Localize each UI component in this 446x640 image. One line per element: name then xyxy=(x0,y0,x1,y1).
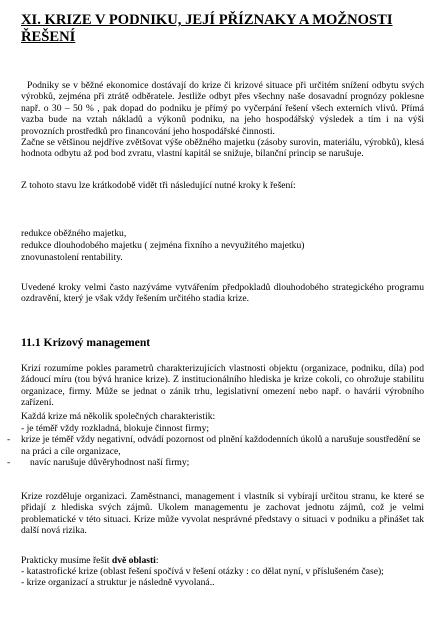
steps-list xyxy=(21,228,424,263)
list-item: - je téměř vždy rozkladná, blokuje činnost firmy; xyxy=(21,423,210,434)
list-item: redukce oběžného majetku, xyxy=(21,228,127,239)
areas-intro: Prakticky musíme řešit dvě oblasti: xyxy=(21,555,159,566)
characteristics-list xyxy=(0,423,424,469)
list-item: - katastrofické krize (oblast řešení spočívá v řešení otázky : co dělat nyní, v příslušeném čase); xyxy=(21,566,384,577)
chapter-title: XI. KRIZE V PODNIKU, JEJÍ PŘÍZNAKY A MOŽNOSTI ŘEŠENÍ xyxy=(21,12,393,45)
dash-bullet: - xyxy=(7,434,11,446)
division-paragraph: Krize rozděluje organizaci. Zaměstnanci, management i vlastník si vybírají určitou stranu, ke které se přidají z hlediska svých zájmů. Ukolem managementu je zachovat jednotu zájmů, což je velmi problematické v této situaci. Krize může vyvolat nesprávné představy o situaci v podniku a přinášet tak další nová rizika. xyxy=(21,491,424,537)
list-item: - navíc narušuje důvěryhodnost naší firmy; xyxy=(7,457,190,469)
dash-bullet: - xyxy=(7,457,11,469)
characteristics-intro: Každá krize má několik společných charakteristik: xyxy=(21,411,216,422)
list-item: - krize organizací a struktur je následně vyvolaná.. xyxy=(21,577,215,589)
list-item: znovunastolení rentability. xyxy=(21,251,123,263)
list-item: - krize je téměř vždy negativní, odvádí pozornost od plnění každodenních úkolů a narušuje soustředění se na práci a cíle organizace, xyxy=(7,434,421,457)
section-title: 11.1 Krizový management xyxy=(21,336,151,349)
intro-paragraph xyxy=(21,80,424,160)
strategy-paragraph: Uvedené kroky velmi často nazýváme vytvářením předpokladů dlouhodobého strategického programu ozdravění, který je však vždy řešením určitého stadia krize. xyxy=(21,282,424,305)
intro-paragraph-1b: Začne se většinou nejdříve zvětšovat výše oběžného majetku (zásoby surovin, materiálu, výrobků), klesá hodnota odbytu až pod bod zvratu, vlastní kapitál se snižuje, bilanční princip se narušuje. xyxy=(21,137,424,160)
crisis-definition-paragraph: Krizí rozumíme pokles parametrů charakterizujících vlastnosti objektu (organizace, podniku, díla) pod žádoucí míru (tou bývá hranice krize). Z institucionálního hlediska je krize cokoli, co ohrožuje stabilitu organizace, firmy. Může se jednat o zánik trhu, legislativní omezení nebo např. o havárii výrobního zařízení. xyxy=(21,363,424,409)
areas-list xyxy=(21,566,424,589)
steps-intro: Z tohoto stavu lze krátkodobě vidět tři následující nutné kroky k řešení: xyxy=(21,180,296,191)
list-item: redukce dlouhodobého majetku ( zejména fixního a nevyužitého majetku) xyxy=(21,239,305,251)
intro-paragraph-1: Podniky se v běžné ekonomice dostávají do krize či krizové situace při určitém snížení odbytu svých výrobků, zejména při ztrátě odběratele. Jestliže odbyt přes všechny naše dosavadní prognózy poklesne např. o 30 – 50 % , pak dopad do podniku je přímý po vyčerpání řešení všech externích vlivů. Přímá vazba bude na vztah nákladů a výkonů podniku, na jeho hospodářský výsledek a tím i na výši provozních prostředků pro financování jeho hospodářské činnosti. xyxy=(21,80,424,137)
